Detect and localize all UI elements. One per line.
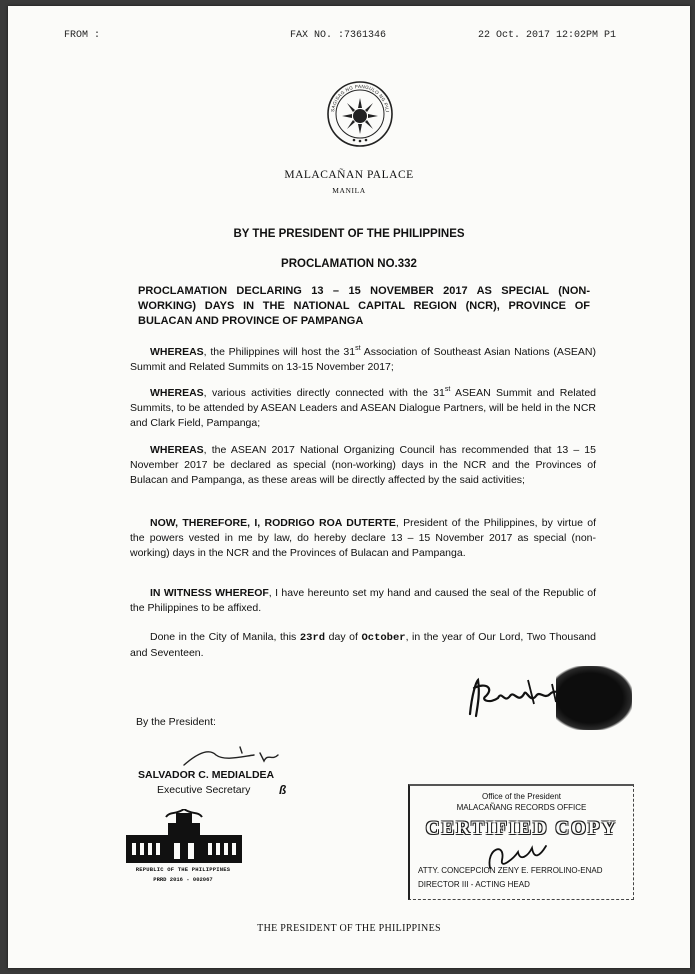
paragraph-text: ASEAN Summit and Related Summits, to be attended by ASEAN Leaders and ASEAN Dialogue Partners, will be held in the NCR and Clark Field, Pampanga; [130,387,597,429]
paragraph-lead: WHEREAS [150,346,204,358]
stamp-records-office: MALACAÑANG RECORDS OFFICE [456,803,587,812]
fax-date-time: 22 Oct. 2017 12:02PM P1 [478,30,617,41]
ordinal-suffix: st [355,345,361,352]
done-paragraph [130,630,596,661]
logo-republic-text: REPUBLIC OF THE PHILIPPINES [135,866,231,873]
paragraph-text: , the Philippines will host the 31 [203,346,356,358]
typed-month: October [361,632,406,644]
paragraph-text: Done in the City of Manila, this [150,631,300,643]
fax-from: FROM : [64,30,101,41]
paragraph-text: , I have hereunto set my hand and caused the seal of the Republic of the Philippines to be affixed. [130,587,596,614]
secretary-title: Executive Secretary [157,784,251,796]
proclamation-title: PROCLAMATION DECLARING 13 – 15 NOVEMBER 2017 AS SPECIAL (NON-WORKING) DAYS IN THE NATIONAL CAPITAL REGION (NCR), PROVINCE OF BULACAN AND PROVINCE OF PAMPANGA [138,285,590,327]
letterhead-city: MANILA [332,186,366,195]
stamp-signatory-name: ATTY. CONCEPCION ZENY E. FERROLINO-ENAD [418,866,603,875]
svg-text:SAGISAG NG PANGULO NG PILIPINA [326,80,390,113]
paragraph-lead: NOW, THEREFORE, I, RODRIGO ROA DUTERTE [150,517,396,529]
secretary-signature [180,743,288,771]
document-page [8,6,690,968]
seal-ring-text: SAGISAG NG PANGULO NG PILI [330,83,390,113]
paragraph-lead: WHEREAS [150,444,204,456]
typed-day: 23rd [299,632,326,644]
handwritten-initial: ß [279,783,287,797]
whereas-paragraph-3 [130,443,596,488]
stamp-certified-copy: CERTIFIED COPY [425,818,618,839]
ordinal-suffix: st [444,386,451,393]
paragraph-text: , in the year of Our Lord, Two Thousand and Seventeen. [130,631,596,659]
malacanang-palace-icon [124,809,244,865]
page-footer: THE PRESIDENT OF THE PHILIPPINES [257,923,441,934]
paragraph-text: , various activities directly connected with the 31 [203,387,445,399]
whereas-paragraph-1 [130,345,596,375]
proclamation-number: PROCLAMATION NO.332 [281,258,417,270]
whereas-paragraph-2 [130,386,596,431]
ink-blot [556,666,632,730]
paragraph-lead: WHEREAS [150,387,204,399]
stamp-office: Office of the President [481,792,561,801]
secretary-name: SALVADOR C. MEDIALDEA [138,769,275,781]
witness-paragraph [130,586,596,616]
fax-header [8,30,690,46]
heading-by-president: BY THE PRESIDENT OF THE PHILIPPINES [233,228,465,240]
paragraph-text: Association of Southeast Asian Nations (ASEAN) Summit and Related Summits on 13-15 November 2017; [130,346,596,373]
logo-code: PRRD 2016 - 002067 [153,876,213,883]
presidential-seal-icon [326,80,394,148]
paragraph-lead: IN WITNESS WHEREOF [150,587,269,599]
letterhead-palace: MALACAÑAN PALACE [284,169,414,181]
paragraph-text: , President of the Philippines, by virtue of the powers vested in me by law, do hereby declare 13 – 15 November 2017 as special (non-working) days in the NCR and the Provinces of Bulacan and Pampanga. [130,517,596,559]
certified-copy-stamp [408,784,634,900]
by-the-president-label: By the President: [136,716,216,728]
declaration-paragraph [130,516,596,561]
stamp-signatory-title: DIRECTOR III - ACTING HEAD [418,880,530,889]
paragraph-text: , the ASEAN 2017 National Organizing Council has recommended that 13 – 15 November 2017 be declared as special (non-working) days in the NCR and the Provinces of Bulacan and Pampanga, as these areas will be directly affected by the said activities; [130,444,596,486]
paragraph-text: day of [325,631,362,643]
fax-number: FAX NO. :7361346 [290,30,387,41]
